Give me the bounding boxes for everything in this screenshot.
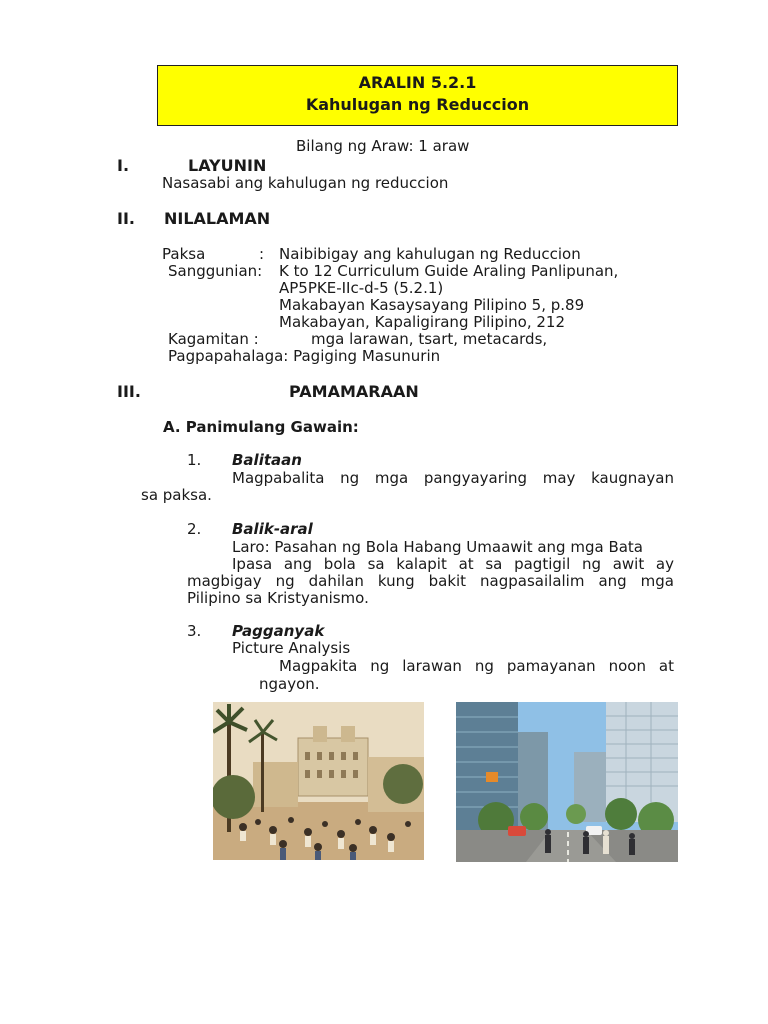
paksa-label: Paksa [162,245,206,263]
item-1-line: Magpabalita ng mga pangyayaring may kaugnayan [232,469,674,487]
sanggunian-label: Sanggunian: [168,262,263,280]
layunin-text: Nasasabi ang kahulugan ng reduccion [162,174,449,192]
section-2-number: II. [117,209,135,228]
item-2-line: magbigay ng dahilan kung bakit nagpasailalim ang mga [187,572,674,590]
sanggunian-line: Makabayan, Kapaligirang Pilipino, 212 [279,313,565,331]
item-1-title: Balitaan [232,451,302,469]
section-1-title: LAYUNIN [188,156,267,175]
item-3-line: Magpakita ng larawan ng pamayanan noon at [279,657,674,675]
item-3-title: Pagganyak [232,622,325,640]
modern-city-illustration [456,702,678,862]
item-3-line: Picture Analysis [232,639,351,657]
section-3-title: PAMAMARAAN [289,382,419,401]
item-2-number: 2. [187,520,202,538]
item-3-line: ngayon. [259,675,320,693]
item-2-line: Ipasa ang bola sa kalapit at sa pagtigil ng awit ay [232,555,674,573]
pagpapahalaga-text: Pagpapahalaga: Pagiging Masunurin [168,347,441,365]
old-town-illustration [213,702,424,860]
lesson-title: Kahulugan ng Reduccion [305,95,530,114]
kagamitan-value: mga larawan, tsart, metacards, [311,330,548,348]
sanggunian-line: Makabayan Kasaysayang Pilipino 5, p.89 [279,296,585,314]
item-3-number: 3. [187,622,202,640]
item-2-line: Laro: Pasahan ng Bola Habang Umaawit ang mga Bata [232,538,643,556]
sanggunian-line: K to 12 Curriculum Guide Araling Panlipunan, [279,262,619,280]
paksa-colon: : [259,245,265,263]
item-2-title: Balik-aral [232,520,313,538]
modern-city-photo [456,702,678,862]
old-town-painting [213,702,424,860]
paksa-value: Naibibigay ang kahulugan ng Reduccion [279,245,581,263]
item-2-line: Pilipino sa Kristyanismo. [187,589,369,607]
item-1-line: sa paksa. [141,486,212,504]
lesson-number: ARALIN 5.2.1 [358,73,477,92]
section-3-number: III. [117,382,141,401]
panimulang-gawain-heading: A. Panimulang Gawain: [163,418,359,436]
lesson-title-box [157,65,678,126]
section-2-title: NILALAMAN [164,209,271,228]
section-1-number: I. [117,156,130,175]
sanggunian-line: AP5PKE-IIc-d-5 (5.2.1) [279,279,444,297]
duration-text: Bilang ng Araw: 1 araw [296,137,470,155]
kagamitan-label: Kagamitan : [168,330,259,348]
item-1-number: 1. [187,451,202,469]
